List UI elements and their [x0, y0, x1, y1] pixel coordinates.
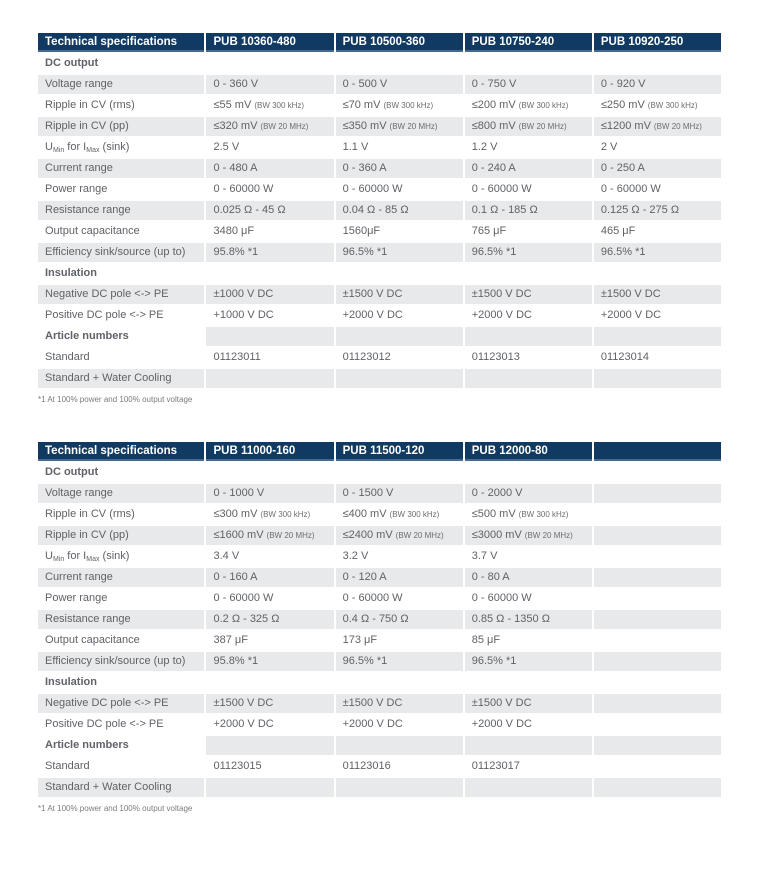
spec-value-cell: 0 - 60000 W: [336, 589, 463, 608]
spec-row-label: Power range: [38, 180, 204, 199]
bandwidth-note: (BW 20 MHz): [653, 122, 702, 132]
empty-column-header: [594, 442, 721, 461]
spec-row: [38, 547, 721, 566]
spec-value: ≤1200 mV: [600, 120, 651, 133]
spec-value-cell: [465, 526, 592, 545]
empty-cell: [336, 463, 463, 482]
spec-table-1-header: [38, 33, 721, 52]
spec-row: [38, 694, 721, 713]
spec-value-cell: [336, 96, 463, 115]
spec-value-cell: 3.2 V: [336, 547, 463, 566]
empty-cell: [594, 463, 721, 482]
spec-value-cell: 3.4 V: [206, 547, 333, 566]
spec-value-cell: [594, 547, 721, 566]
spec-value-cell: [465, 96, 592, 115]
spec-value-cell: 01123011: [206, 348, 333, 367]
spec-value-cell: 0 - 80 A: [465, 568, 592, 587]
spec-value-cell: 95.8% *1: [206, 652, 333, 671]
section-row: [38, 463, 721, 482]
label-text: U: [45, 550, 53, 563]
label-subscript: Max: [86, 147, 100, 155]
spec-value-cell: 1.1 V: [336, 138, 463, 157]
spec-value-cell: 0.025 Ω - 45 Ω: [206, 201, 333, 220]
spec-row-label: Standard + Water Cooling: [38, 778, 204, 797]
section-row: [38, 673, 721, 692]
spec-row: [38, 505, 721, 524]
spec-row-label: Current range: [38, 159, 204, 178]
empty-cell: [206, 264, 333, 283]
spec-value-cell: [206, 505, 333, 524]
spec-value-cell: 96.5% *1: [465, 243, 592, 262]
spec-value: ≤300 mV: [213, 508, 258, 521]
spec-value-cell: [594, 715, 721, 734]
spec-value-cell: ±1500 V DC: [206, 694, 333, 713]
spec-value-cell: 465 μF: [594, 222, 721, 241]
spec-value-cell: 0 - 160 A: [206, 568, 333, 587]
spec-value-cell: 85 μF: [465, 631, 592, 650]
spec-value-cell: 0 - 60000 W: [336, 180, 463, 199]
spec-table-2: [36, 440, 723, 799]
spec-value-cell: 0.2 Ω - 325 Ω: [206, 610, 333, 629]
spec-value-cell: +1000 V DC: [206, 306, 333, 325]
corner-header: Technical specifications: [38, 442, 204, 461]
bandwidth-note: (BW 20 MHz): [524, 531, 573, 541]
spec-table-1: [36, 31, 723, 390]
spec-value-cell: 0 - 480 A: [206, 159, 333, 178]
label-subscript: Max: [86, 556, 100, 564]
section-header: Article numbers: [38, 327, 204, 346]
spec-value-cell: 1560μF: [336, 222, 463, 241]
spec-value-cell: [594, 96, 721, 115]
spec-row-label: Standard: [38, 348, 204, 367]
header-row: [38, 33, 721, 52]
section-header: Insulation: [38, 264, 204, 283]
spec-value-cell: [594, 757, 721, 776]
empty-cell: [465, 736, 592, 755]
spec-value-cell: 95.8% *1: [206, 243, 333, 262]
spec-value-cell: [465, 778, 592, 797]
spec-row: [38, 369, 721, 388]
spec-row-label: Ripple in CV (pp): [38, 117, 204, 136]
spec-row-label: Negative DC pole <-> PE: [38, 694, 204, 713]
spec-row: [38, 222, 721, 241]
section-row: [38, 54, 721, 73]
empty-cell: [336, 327, 463, 346]
spec-value: ≤350 mV: [342, 120, 387, 133]
spec-value-cell: [594, 778, 721, 797]
spec-value: ≤3000 mV: [471, 529, 522, 542]
empty-cell: [465, 54, 592, 73]
spec-row-label: Output capacitance: [38, 222, 204, 241]
empty-cell: [594, 327, 721, 346]
spec-row-label: Standard + Water Cooling: [38, 369, 204, 388]
spec-value-cell: 0 - 60000 W: [206, 589, 333, 608]
empty-cell: [594, 736, 721, 755]
spec-row-label: Current range: [38, 568, 204, 587]
spec-value-cell: [594, 694, 721, 713]
spec-row: [38, 159, 721, 178]
spec-value: ≤55 mV: [213, 99, 252, 112]
spec-value-cell: [465, 117, 592, 136]
spec-value-cell: 2.5 V: [206, 138, 333, 157]
spec-value-cell: [594, 568, 721, 587]
spec-value: ≤70 mV: [342, 99, 381, 112]
spec-table-2-header: [38, 442, 721, 461]
spec-value-cell: ±1500 V DC: [465, 285, 592, 304]
spec-value-cell: [206, 369, 333, 388]
spec-row-label: [38, 547, 204, 566]
bandwidth-note: (BW 300 kHz): [383, 101, 434, 111]
section-header: Article numbers: [38, 736, 204, 755]
label-subscript: Min: [52, 556, 65, 564]
spec-value-cell: 3480 μF: [206, 222, 333, 241]
bandwidth-note: (BW 20 MHz): [389, 122, 438, 132]
spec-value-cell: 96.5% *1: [336, 652, 463, 671]
spec-row: [38, 180, 721, 199]
spec-row: [38, 589, 721, 608]
spec-value-cell: 01123012: [336, 348, 463, 367]
spec-value-cell: +2000 V DC: [336, 306, 463, 325]
bandwidth-note: (BW 300 kHz): [254, 101, 305, 111]
spec-value-cell: 01123016: [336, 757, 463, 776]
bandwidth-note: (BW 300 kHz): [518, 510, 569, 520]
empty-cell: [336, 736, 463, 755]
product-column-header: PUB 10500-360: [336, 33, 463, 52]
product-column-header: PUB 12000-80: [465, 442, 592, 461]
empty-cell: [465, 327, 592, 346]
empty-cell: [336, 264, 463, 283]
empty-cell: [206, 327, 333, 346]
spec-row-label: Ripple in CV (pp): [38, 526, 204, 545]
spec-value-cell: +2000 V DC: [336, 715, 463, 734]
spec-row-label: Positive DC pole <-> PE: [38, 715, 204, 734]
spec-row: [38, 526, 721, 545]
empty-cell: [206, 54, 333, 73]
spec-value-cell: 0 - 60000 W: [465, 589, 592, 608]
spec-value-cell: [465, 369, 592, 388]
spec-row: [38, 484, 721, 503]
spec-value-cell: 0.85 Ω - 1350 Ω: [465, 610, 592, 629]
spec-value-cell: 765 μF: [465, 222, 592, 241]
spec-row: [38, 778, 721, 797]
empty-cell: [336, 54, 463, 73]
spec-row: [38, 568, 721, 587]
spec-value-cell: [336, 117, 463, 136]
bandwidth-note: (BW 300 kHz): [389, 510, 440, 520]
footnote: *1 At 100% power and 100% output voltage: [38, 395, 193, 404]
spec-row-label: Efficiency sink/source (up to): [38, 243, 204, 262]
spec-value-cell: 0 - 60000 W: [594, 180, 721, 199]
empty-cell: [206, 673, 333, 692]
spec-row-label: Voltage range: [38, 75, 204, 94]
spec-value-cell: 2 V: [594, 138, 721, 157]
spec-value-cell: 0 - 2000 V: [465, 484, 592, 503]
spec-value-cell: 3.7 V: [465, 547, 592, 566]
product-column-header: PUB 10360-480: [206, 33, 333, 52]
spec-value-cell: 0 - 1500 V: [336, 484, 463, 503]
spec-value-cell: 01123014: [594, 348, 721, 367]
spec-value-cell: 0 - 120 A: [336, 568, 463, 587]
spec-row-label: Standard: [38, 757, 204, 776]
spec-row: [38, 306, 721, 325]
section-row: [38, 327, 721, 346]
spec-value: ≤500 mV: [471, 508, 516, 521]
spec-value-cell: 0 - 60000 W: [465, 180, 592, 199]
spec-row: [38, 757, 721, 776]
spec-row: [38, 117, 721, 136]
empty-cell: [336, 673, 463, 692]
spec-value-cell: 96.5% *1: [465, 652, 592, 671]
spec-value-cell: 01123013: [465, 348, 592, 367]
label-text: (sink): [99, 141, 130, 154]
spec-value-cell: 0 - 240 A: [465, 159, 592, 178]
empty-cell: [465, 463, 592, 482]
spec-value-cell: ±1500 V DC: [336, 694, 463, 713]
section-header: DC output: [38, 463, 204, 482]
spec-value-cell: 0.125 Ω - 275 Ω: [594, 201, 721, 220]
empty-cell: [465, 673, 592, 692]
spec-value: ≤250 mV: [600, 99, 645, 112]
spec-value-cell: 0.04 Ω - 85 Ω: [336, 201, 463, 220]
spec-value-cell: [206, 117, 333, 136]
empty-cell: [206, 736, 333, 755]
spec-value-cell: [594, 369, 721, 388]
spec-row: [38, 138, 721, 157]
bandwidth-note: (BW 300 kHz): [518, 101, 569, 111]
spec-value-cell: [594, 117, 721, 136]
spec-row: [38, 610, 721, 629]
product-column-header: PUB 11000-160: [206, 442, 333, 461]
spec-row: [38, 348, 721, 367]
spec-value-cell: 0 - 250 A: [594, 159, 721, 178]
footnote: *1 At 100% power and 100% output voltage: [38, 804, 193, 813]
empty-cell: [594, 54, 721, 73]
spec-value-cell: [594, 610, 721, 629]
spec-value: ≤1600 mV: [213, 529, 264, 542]
spec-row: [38, 243, 721, 262]
spec-value-cell: 01123017: [465, 757, 592, 776]
spec-table-2-body: [38, 463, 721, 797]
section-row: [38, 736, 721, 755]
spec-value-cell: 96.5% *1: [336, 243, 463, 262]
spec-value-cell: [336, 369, 463, 388]
spec-value-cell: [594, 589, 721, 608]
spec-row-label: Ripple in CV (rms): [38, 505, 204, 524]
spec-value-cell: 96.5% *1: [594, 243, 721, 262]
spec-row: [38, 75, 721, 94]
spec-row-label: Voltage range: [38, 484, 204, 503]
spec-value: ≤200 mV: [471, 99, 516, 112]
spec-row: [38, 652, 721, 671]
bandwidth-note: (BW 300 kHz): [647, 101, 698, 111]
product-column-header: PUB 11500-120: [336, 442, 463, 461]
spec-row-label: [38, 138, 204, 157]
spec-value-cell: ±1500 V DC: [465, 694, 592, 713]
empty-cell: [465, 264, 592, 283]
label-subscript: Min: [52, 147, 65, 155]
empty-cell: [594, 264, 721, 283]
bandwidth-note: (BW 20 MHz): [266, 531, 315, 541]
spec-row: [38, 96, 721, 115]
empty-cell: [206, 463, 333, 482]
spec-table-1-body: [38, 54, 721, 388]
spec-value-cell: [336, 505, 463, 524]
spec-value-cell: 0.4 Ω - 750 Ω: [336, 610, 463, 629]
spec-table-block-2: [36, 440, 723, 813]
spec-value-cell: 01123015: [206, 757, 333, 776]
spec-value-cell: 0 - 360 V: [206, 75, 333, 94]
spec-value: ≤800 mV: [471, 120, 516, 133]
spec-row: [38, 201, 721, 220]
spec-table-block-1: [36, 31, 723, 404]
spec-value-cell: +2000 V DC: [206, 715, 333, 734]
spec-value-cell: [465, 505, 592, 524]
spec-value-cell: 387 μF: [206, 631, 333, 650]
label-text: for I: [64, 550, 87, 563]
spec-value-cell: [336, 526, 463, 545]
corner-header: Technical specifications: [38, 33, 204, 52]
spec-row-label: Ripple in CV (rms): [38, 96, 204, 115]
label-text: for I: [64, 141, 87, 154]
spec-row-label: Output capacitance: [38, 631, 204, 650]
section-header: DC output: [38, 54, 204, 73]
bandwidth-note: (BW 20 MHz): [395, 531, 444, 541]
spec-value-cell: ±1000 V DC: [206, 285, 333, 304]
spec-row-label: Positive DC pole <-> PE: [38, 306, 204, 325]
product-column-header: PUB 10750-240: [465, 33, 592, 52]
spec-row-label: Resistance range: [38, 201, 204, 220]
spec-value-cell: 0.1 Ω - 185 Ω: [465, 201, 592, 220]
spec-value-cell: ±1500 V DC: [336, 285, 463, 304]
section-header: Insulation: [38, 673, 204, 692]
label-text: (sink): [99, 550, 130, 563]
spec-row: [38, 715, 721, 734]
spec-value-cell: +2000 V DC: [465, 306, 592, 325]
spec-value-cell: 0 - 500 V: [336, 75, 463, 94]
spec-value-cell: 0 - 60000 W: [206, 180, 333, 199]
spec-value: ≤320 mV: [213, 120, 258, 133]
empty-cell: [594, 673, 721, 692]
bandwidth-note: (BW 20 MHz): [518, 122, 567, 132]
spec-row-label: Power range: [38, 589, 204, 608]
spec-value-cell: 0 - 360 A: [336, 159, 463, 178]
bandwidth-note: (BW 20 MHz): [260, 122, 309, 132]
spec-row-label: Efficiency sink/source (up to): [38, 652, 204, 671]
spec-value-cell: [594, 526, 721, 545]
spec-value-cell: [336, 778, 463, 797]
spec-value-cell: 173 μF: [336, 631, 463, 650]
spec-row: [38, 285, 721, 304]
header-row: [38, 442, 721, 461]
spec-value-cell: 0 - 920 V: [594, 75, 721, 94]
spec-value-cell: +2000 V DC: [465, 715, 592, 734]
spec-value-cell: 0 - 1000 V: [206, 484, 333, 503]
spec-value-cell: [206, 526, 333, 545]
spec-value-cell: [594, 484, 721, 503]
spec-value-cell: [594, 505, 721, 524]
label-text: U: [45, 141, 53, 154]
spec-value-cell: [206, 778, 333, 797]
section-row: [38, 264, 721, 283]
spec-value: ≤2400 mV: [342, 529, 393, 542]
spec-row: [38, 631, 721, 650]
product-column-header: PUB 10920-250: [594, 33, 721, 52]
spec-value-cell: [594, 631, 721, 650]
spec-value-cell: [206, 96, 333, 115]
spec-row-label: Negative DC pole <-> PE: [38, 285, 204, 304]
spec-value: ≤400 mV: [342, 508, 387, 521]
spec-value-cell: +2000 V DC: [594, 306, 721, 325]
spec-row-label: Resistance range: [38, 610, 204, 629]
spec-value-cell: 1.2 V: [465, 138, 592, 157]
bandwidth-note: (BW 300 kHz): [260, 510, 311, 520]
spec-value-cell: 0 - 750 V: [465, 75, 592, 94]
spec-value-cell: ±1500 V DC: [594, 285, 721, 304]
spec-value-cell: [594, 652, 721, 671]
